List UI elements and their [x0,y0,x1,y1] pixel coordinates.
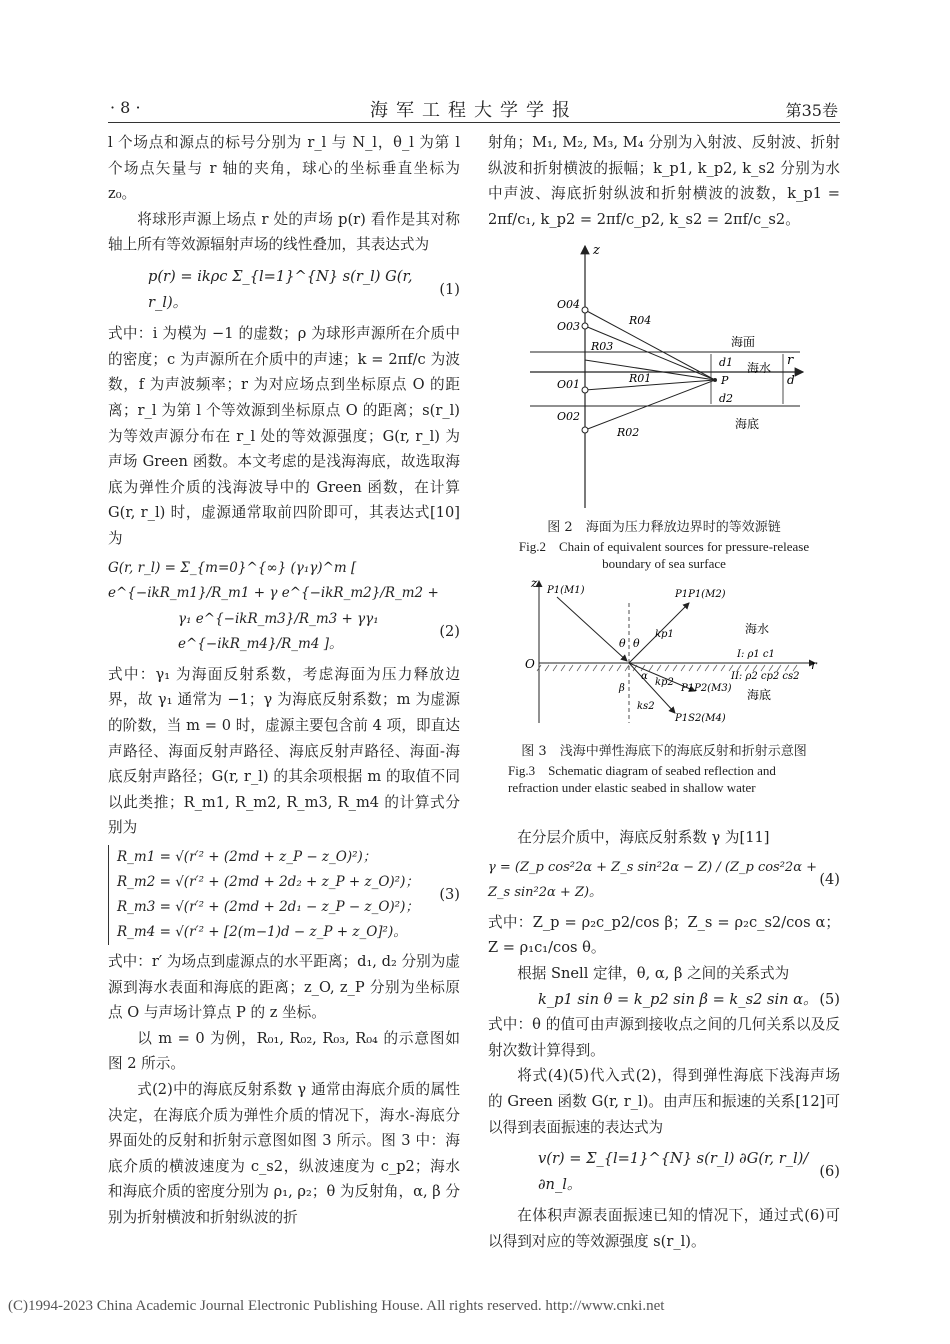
label-water: 海水 [745,622,770,636]
label-alpha: α [641,671,648,682]
label-R03: R03 [591,340,614,353]
source-O01 [582,387,588,393]
paragraph: 式中：i 为模为 −1 的虚数；ρ 为球形声源所在介质中的密度；c 为声源所在介质中的声速；k = 2πf/c 为波数，f 为声波频率；r 为对应场点到坐标原点 O 的距离；r_l 为第 l 个等效源到坐标原点 O 的距离；s(r_l) 为等效声源分布在 r_l 处的等效源强度；G(r, r_l) 为声场 Green 函数。本文考虑的是浅海海底，故选取海底为弹性介质的浅海波导中的 Green 函数，在计算 G(r, r_l) 时，虚源通常取前四阶即可，其表达式[10]为 [108,325,460,547]
equation-line: R_m4 = √(r′² + [2(m−1)d − z_P + z_O]²)。 [117,924,407,941]
label-bottom: 海底 [747,688,772,702]
equation-body: γ₁ e^{−ikR_m3}/R_m3 + γγ₁ e^{−ikR_m4}/R_m4 ]。 [178,610,379,653]
figure-2-diagram [525,238,815,518]
incident-ray [557,597,627,661]
paragraph: 式中：r′ 为场点到虚源点的水平距离；d₁, d₂ 分别为虚源到海水表面和海底的距离；z_O, z_P 分别为坐标原点 O 与声场计算点 P 的 z 坐标。 [108,953,460,1022]
water-label: 海水 [747,361,772,375]
paragraph: 在体积声源表面振速已知的情况下，通过式(6)可以得到对应的等效源强度 s(r_l)。 [488,1207,840,1250]
label-d1: d1 [719,356,734,369]
label-ks2: ks2 [637,701,655,712]
equation-line: R_m2 = √(r′² + (2md + 2d₂ + z_P + z_O)²)； [117,874,419,891]
paragraph: 根据 Snell 定律，θ, α, β 之间的关系式为 [517,964,790,982]
source-O02 [582,427,588,433]
paragraph: 射角；M₁, M₂, M₃, M₄ 分别为入射波、反射波、折射纵波和折射横波的振幅；k_p1, k_p2, k_s2 分别为水中声波、海底折射纵波和折射横波的波数，k_p1 = 2πf/c₁, k_p2 = 2πf/c_p2, k_s2 = 2πf/c_s2。 [488,134,840,228]
equation-number: (5) [819,990,840,1008]
equation-body: γ = (Z_p cos²2α + Z_s sin²2α − Z) / (Z_p cos²2α + Z_s sin²2α + Z)。 [488,859,818,901]
label-theta2: θ [633,637,640,650]
label-medium1: I: ρ1 c1 [737,649,775,660]
label-R02: R02 [617,426,640,439]
equation-6 [488,1146,840,1197]
r-axis-label: r [787,353,794,368]
right-column [488,130,840,232]
origin-label: O [525,657,535,671]
label-R04: R04 [629,314,652,327]
figure-3-diagram [525,573,825,733]
figure-2-caption-en: Fig.2 Chain of equivalent sources for pressure-release boundary of sea surface [518,539,810,571]
label-kp1: kp1 [655,629,674,640]
paragraph: 式(2)中的海底反射系数 γ 通常由海底介质的属性决定，在海底介质为弹性介质的情况下，海水-海底分界面处的反射和折射示意图如图 3 所示。图 3 中：海底介质的横波速度为 c_s2，纵波速度为 c_p2；海水和海底介质的密度分别为 ρ₁, ρ₂；θ 为反射角，α, β 分别为折射横波和折射纵波的折 [108,1081,460,1226]
page-number: · 8 · [110,98,141,117]
z-axis-label: z [531,576,538,590]
equation-body: k_p1 sin θ = k_p2 sin β = k_s2 sin α。 [538,990,818,1008]
equation-body: p(r) = ikρc Σ_{l=1}^{N} s(r_l) G(r, r_l)。 [148,267,413,311]
copyright-footer: (C)1994-2023 China Academic Journal Electronic Publishing House. All rights reserved. http://www.cnki.net [8,1298,665,1314]
equation-number: (3) [439,886,460,904]
equation-2 [108,556,460,658]
figure-3-caption-cn: 图 3 浅海中弹性海底下的海底反射和折射示意图 [521,744,807,759]
r-axis-label: r [811,658,817,672]
source-O04 [582,307,588,313]
running-header [110,98,838,120]
source-O03 [582,323,588,329]
header-rule [108,122,840,123]
label-theta: θ [619,637,626,650]
equation-body: G(r, r_l) = Σ_{m=0}^{∞} (γ₁γ)^m [ e^{−ikR_m1}/R_m1 + γ e^{−ikR_m2}/R_m2 + [108,559,439,602]
paragraph: 式中：θ 的值可由声源到接收点之间的几何关系以及反射次数计算得到。 [488,1016,840,1059]
equation-number: (6) [819,1162,840,1180]
paragraph: 以 m = 0 为例，R₀₁, R₀₂, R₀₃, R₀₄ 的示意图如图 2 所示。 [108,1029,460,1073]
paragraph: 将球形声源上场点 r 处的声场 p(r) 看作是其对称轴上所有等效源辐射声场的线性叠加，其表达式为 [108,210,460,254]
ray-R02 [585,380,715,430]
figure-2-caption-cn: 图 2 海面为压力释放边界时的等效源链 [547,520,781,535]
label-medium2: II: ρ2 cp2 cs2 [731,671,800,682]
label-d2: d2 [719,392,734,405]
label-O03: O03 [557,320,581,333]
surface-label: 海面 [731,335,756,349]
paragraph: 将式(4)(5)代入式(2)，得到弹性海底下浅海声场的 Green 函数 G(r, r_l)。由声压和振速的关系[12]可以得到表面振速的表达式为 [488,1067,840,1136]
bottom-label: 海底 [735,417,760,431]
paragraph: l 个场点和源点的标号分别为 r_l 与 N_l，θ_l 为第 l 个场点矢量与 r 轴的夹角，球心的坐标垂直坐标为 z₀。 [108,134,460,203]
volume-label: 第35卷 [785,101,838,120]
label-beta: β [619,683,625,694]
z-axis-label: z [593,243,600,258]
label-reflected: P1P1(M2) [675,589,726,600]
paragraph: 式中：γ₁ 为海面反射系数，考虑海面为压力释放边界，故 γ₁ 通常为 −1；γ 为海底反射系数；m 为虚源的阶数，当 m = 0 时，虚源主要包含前 4 项，即直达声路径、海面反射声路径、海底反射声路径、海面-海底反射声路径；G(r, r_l) 的其余项根据 m 的取值不同以此类推；R_m1, R_m2, R_m3, R_m4 的计算式分别为 [108,665,460,837]
label-refr-p: P1P2(M3) [681,683,732,694]
equation-4 [488,855,840,906]
label-O04: O04 [557,298,581,311]
paragraph: 式中：Z_p = ρ₂c_p2/cos β；Z_s = ρ₂c_s2/cos α；Z = ρ₁c₁/cos θ。 [488,913,840,957]
label-R01: R01 [629,372,652,385]
equation-body: v(r) = Σ_{l=1}^{N} s(r_l) ∂G(r, r_l)/∂n_l。 [538,1150,809,1193]
equation-line: R_m3 = √(r′² + (2md + 2d₁ − z_P − z_O)²)； [117,899,419,916]
label-refr-s: P1S2(M4) [675,713,726,724]
equation-number: (4) [819,871,840,889]
equation-3 [108,845,460,945]
label-P: P [721,374,729,387]
label-kp2: kp2 [655,677,674,688]
paragraph: 在分层介质中，海底反射系数 γ 为[11] [517,829,770,846]
label-O01: O01 [557,378,581,391]
label-O02: O02 [557,410,581,423]
equation-number: (2) [439,623,460,641]
point-P [713,378,717,382]
equation-5 [488,987,840,1013]
equation-1 [108,264,460,315]
equation-line: R_m1 = √(r′² + (2md + z_P − z_O)²)； [117,849,377,866]
right-column-lower [488,825,840,1255]
journal-title: 海军工程大学学报 [370,100,578,121]
equation-number: (1) [439,280,460,298]
label-incident: P1(M1) [547,585,585,596]
label-d: d [787,373,795,387]
left-column [108,130,460,1231]
figure-3-caption-en: Fig.3 Schematic diagram of seabed reflection and refraction under elastic seabed in shallow water [508,763,776,795]
